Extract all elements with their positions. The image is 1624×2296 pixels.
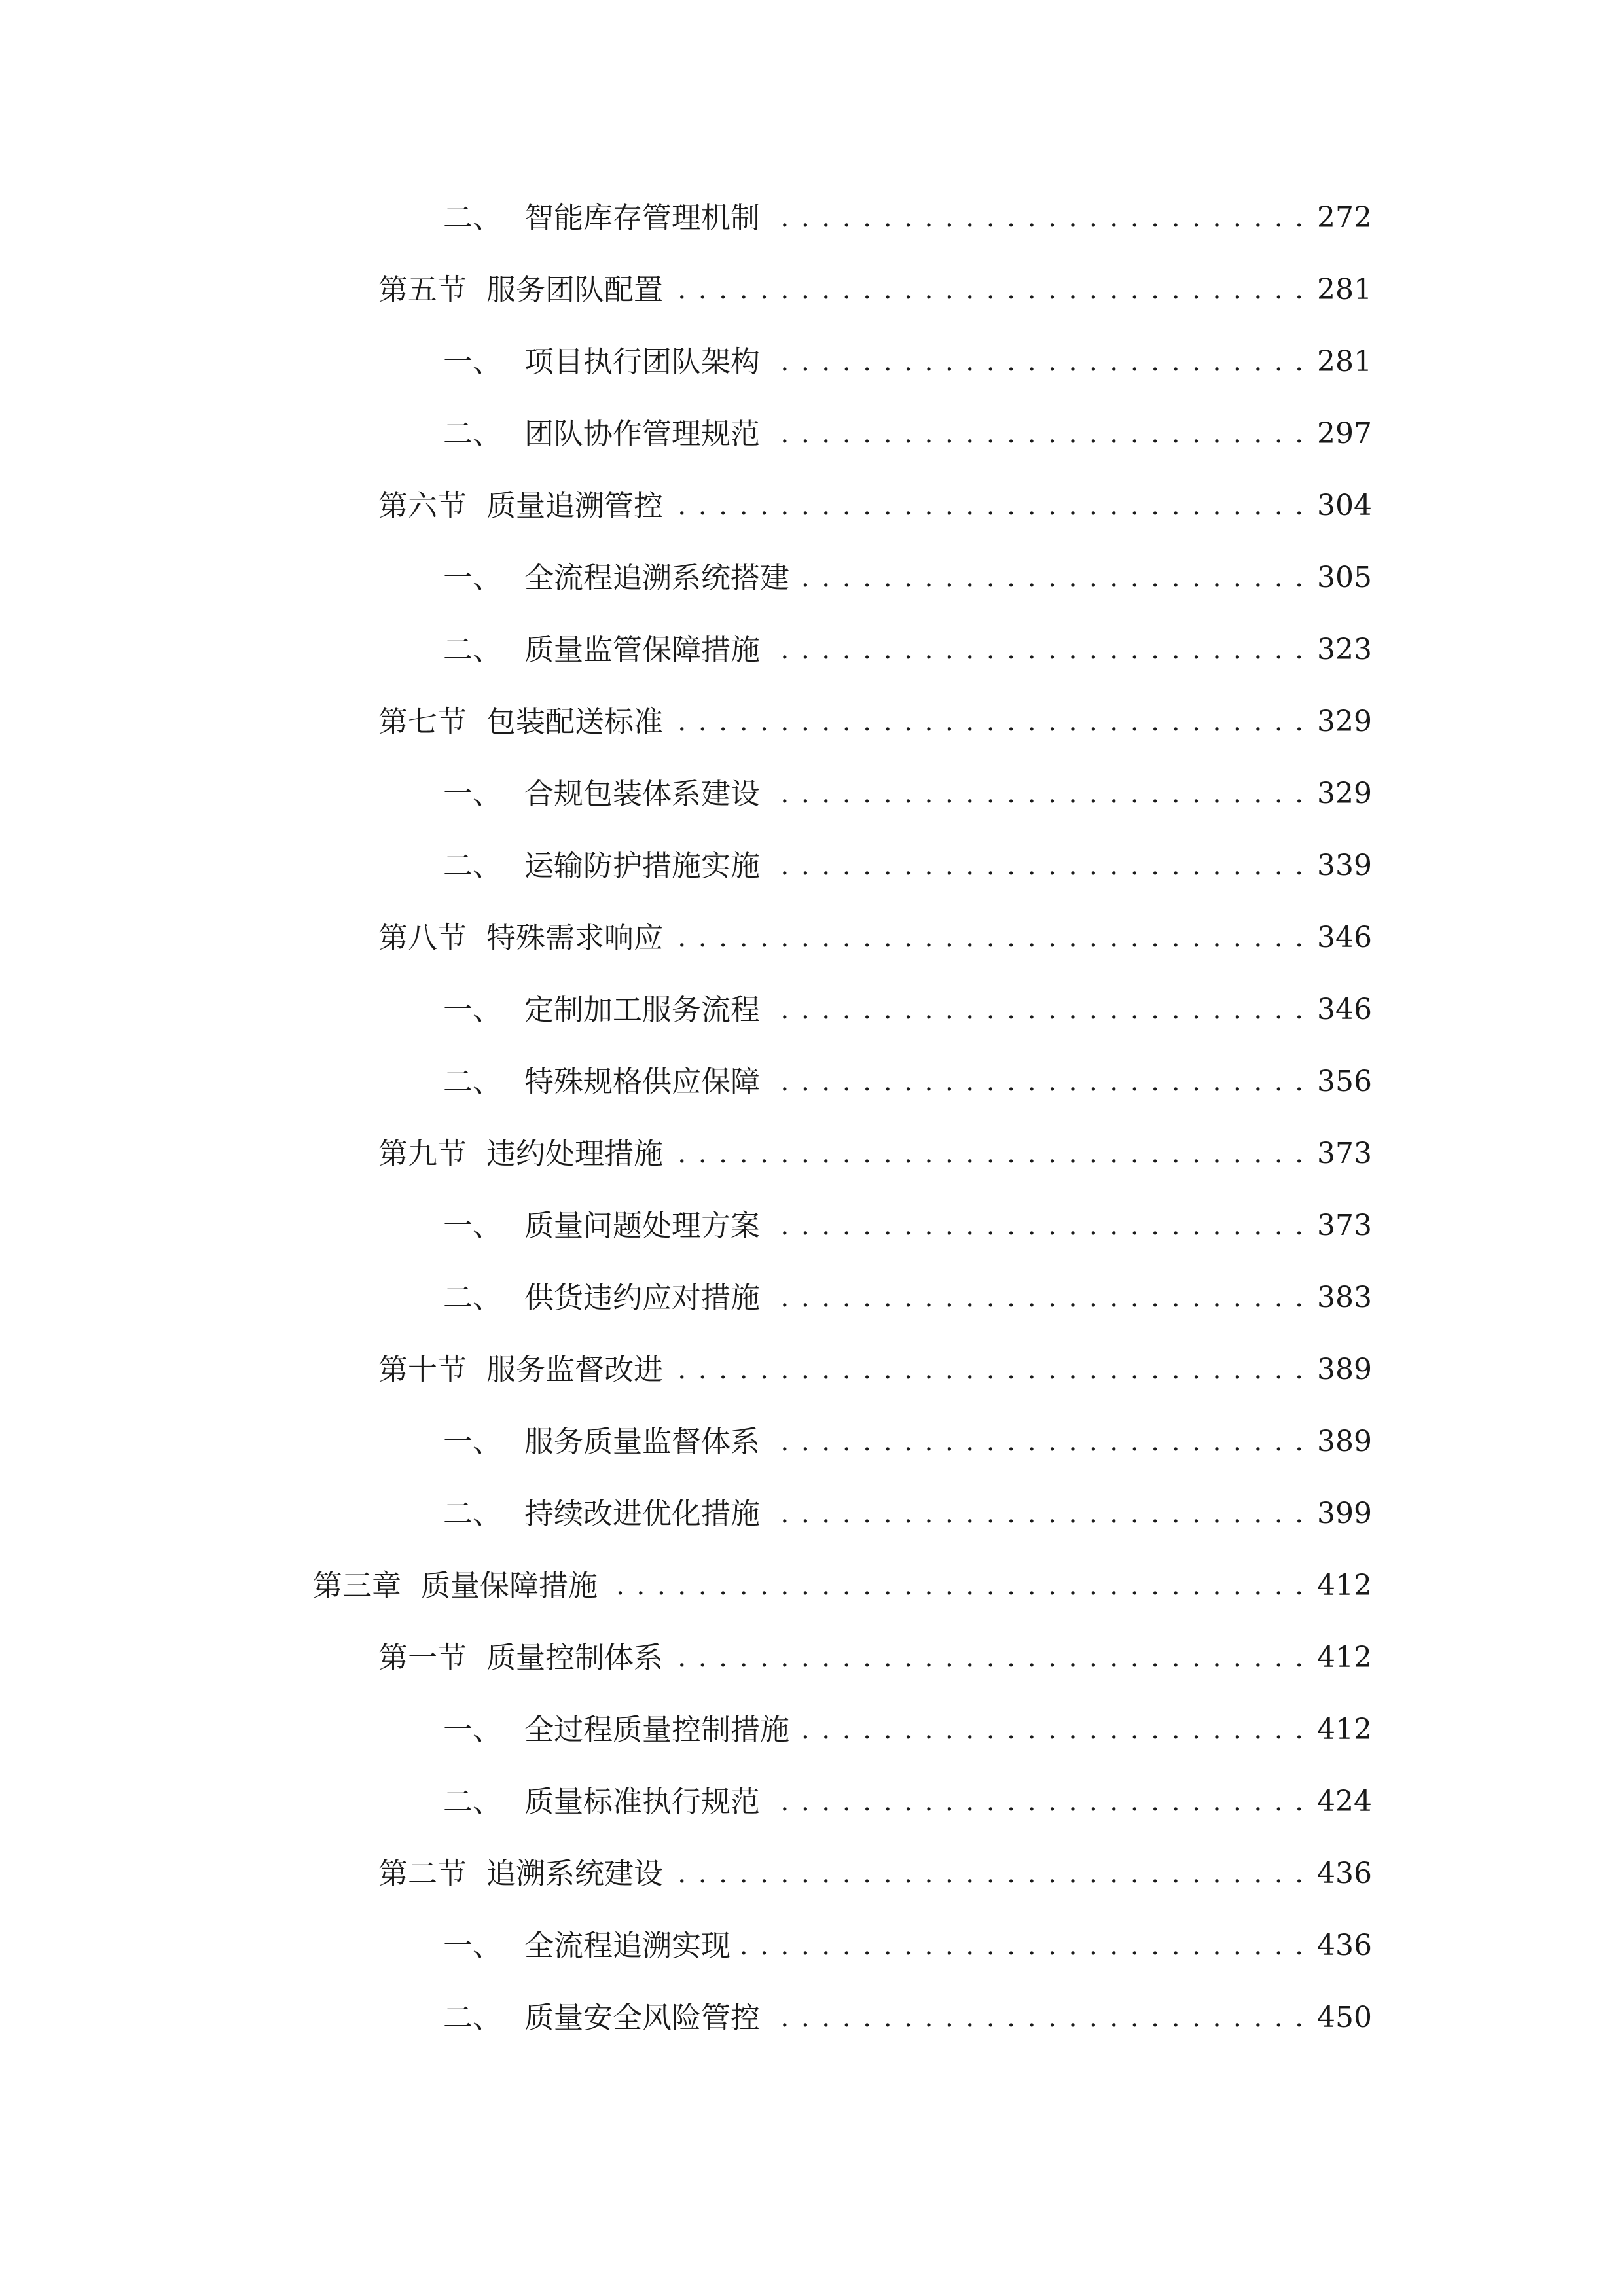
toc-entry-title: 质量安全风险管控 xyxy=(524,2000,761,2035)
toc-entry-number: 二、 xyxy=(443,200,503,235)
toc-entry-page: 297 xyxy=(1317,417,1372,450)
toc-entry[interactable] xyxy=(443,771,1372,817)
toc-entry-page: 412 xyxy=(1317,1713,1372,1746)
toc-entry-number: 二、 xyxy=(443,632,503,667)
toc-entry-title: 质量保障措施 xyxy=(421,1568,598,1603)
toc-entry[interactable] xyxy=(443,843,1372,889)
dot-leader xyxy=(769,1275,1305,1321)
toc-entry-title: 定制加工服务流程 xyxy=(524,992,761,1027)
toc-entry-number: 二、 xyxy=(443,1496,503,1531)
toc-entry[interactable] xyxy=(378,1347,1372,1393)
toc-entry-page: 450 xyxy=(1317,2001,1372,2034)
toc-entry-number: 二、 xyxy=(443,416,503,451)
toc-entry-title: 智能库存管理机制 xyxy=(524,200,761,235)
toc-entry-number: 第九节 xyxy=(378,1136,467,1171)
toc-entry[interactable] xyxy=(443,1779,1372,1825)
toc-entry[interactable] xyxy=(378,1131,1372,1177)
toc-entry[interactable] xyxy=(378,699,1372,745)
toc-entry-number: 一、 xyxy=(443,1424,503,1459)
toc-entry-number: 一、 xyxy=(443,1712,503,1747)
toc-entry[interactable] xyxy=(378,483,1372,529)
toc-entry-number: 一、 xyxy=(443,1928,503,1963)
toc-entry-page: 323 xyxy=(1317,633,1372,666)
toc-entry-page: 329 xyxy=(1317,777,1372,810)
toc-entry-title: 质量问题处理方案 xyxy=(524,1208,761,1243)
toc-entry[interactable] xyxy=(313,1563,1372,1609)
toc-entry-page: 356 xyxy=(1317,1065,1372,1098)
toc-entry[interactable] xyxy=(443,1275,1372,1321)
dot-leader xyxy=(769,627,1305,673)
toc-entry-title: 运输防护措施实施 xyxy=(524,848,761,883)
dot-leader xyxy=(769,1059,1305,1105)
dot-leader xyxy=(672,483,1305,529)
dot-leader xyxy=(769,987,1305,1033)
toc-entry-page: 373 xyxy=(1317,1209,1372,1242)
toc-entry-page: 436 xyxy=(1317,1929,1372,1962)
toc-entry-title: 质量追溯管控 xyxy=(486,488,664,523)
toc-entry-title: 全过程质量控制措施 xyxy=(524,1712,790,1747)
toc-entry-number: 第六节 xyxy=(378,488,467,523)
toc-entry-page: 389 xyxy=(1317,1425,1372,1458)
toc-entry-page: 373 xyxy=(1317,1137,1372,1170)
toc-entry-page: 383 xyxy=(1317,1281,1372,1314)
dot-leader xyxy=(672,1131,1305,1177)
dot-leader xyxy=(672,699,1305,745)
dot-leader xyxy=(672,1635,1305,1681)
toc-entry-title: 服务质量监督体系 xyxy=(524,1424,761,1459)
toc-entry[interactable] xyxy=(443,195,1372,241)
toc-entry-title: 团队协作管理规范 xyxy=(524,416,761,451)
toc-entry-number: 二、 xyxy=(443,1064,503,1099)
toc-entry-page: 281 xyxy=(1317,273,1372,306)
toc-entry[interactable] xyxy=(443,339,1372,385)
toc-entry-title: 持续改进优化措施 xyxy=(524,1496,761,1531)
toc-entry-title: 服务团队配置 xyxy=(486,272,664,307)
toc-entry-title: 包装配送标准 xyxy=(486,704,664,739)
dot-leader xyxy=(769,195,1305,241)
dot-leader xyxy=(769,411,1305,457)
toc-entry[interactable] xyxy=(443,1059,1372,1105)
toc-entry-page: 305 xyxy=(1317,561,1372,594)
toc-entry-title: 质量控制体系 xyxy=(486,1640,664,1675)
toc-entry-number: 二、 xyxy=(443,1784,503,1819)
dot-leader xyxy=(799,1707,1305,1753)
toc-entry-number: 第七节 xyxy=(378,704,467,739)
toc-entry[interactable] xyxy=(443,1203,1372,1249)
toc-entry-title: 追溯系统建设 xyxy=(486,1856,664,1891)
toc-entry-number: 二、 xyxy=(443,848,503,883)
dot-leader xyxy=(769,1203,1305,1249)
toc-entry[interactable] xyxy=(443,1707,1372,1753)
dot-leader xyxy=(672,915,1305,961)
toc-entry-title: 特殊规格供应保障 xyxy=(524,1064,761,1099)
toc-entry-page: 399 xyxy=(1317,1497,1372,1530)
toc-entry[interactable] xyxy=(378,267,1372,313)
dot-leader xyxy=(740,1923,1305,1969)
dot-leader xyxy=(769,1779,1305,1825)
toc-entry[interactable] xyxy=(443,1923,1372,1969)
dot-leader xyxy=(769,339,1305,385)
toc-entry[interactable] xyxy=(443,1419,1372,1465)
toc-entry[interactable] xyxy=(443,987,1372,1033)
toc-entry-number: 一、 xyxy=(443,560,503,595)
dot-leader xyxy=(769,1491,1305,1537)
toc-entry[interactable] xyxy=(443,1491,1372,1537)
dot-leader xyxy=(769,1419,1305,1465)
toc-entry-number: 一、 xyxy=(443,1208,503,1243)
toc-entry-title: 违约处理措施 xyxy=(486,1136,664,1171)
toc-entry-number: 第一节 xyxy=(378,1640,467,1675)
toc-entry-title: 全流程追溯系统搭建 xyxy=(524,560,790,595)
toc-entry-number: 第三章 xyxy=(313,1568,402,1603)
toc-entry-number: 第五节 xyxy=(378,272,467,307)
toc-entry-page: 346 xyxy=(1317,993,1372,1026)
dot-leader xyxy=(672,1851,1305,1897)
toc-entry-number: 二、 xyxy=(443,1280,503,1315)
toc-entry-title: 特殊需求响应 xyxy=(486,920,664,955)
toc-entry-number: 二、 xyxy=(443,2000,503,2035)
toc-entry-title: 质量监管保障措施 xyxy=(524,632,761,667)
toc-entry[interactable] xyxy=(378,915,1372,961)
toc-entry-page: 436 xyxy=(1317,1857,1372,1890)
toc-entry[interactable] xyxy=(443,627,1372,673)
toc-entry-title: 质量标准执行规范 xyxy=(524,1784,761,1819)
toc-entry-title: 服务监督改进 xyxy=(486,1352,664,1387)
dot-leader xyxy=(799,555,1305,601)
toc-entry[interactable] xyxy=(378,1635,1372,1681)
dot-leader xyxy=(769,771,1305,817)
toc-entry-page: 412 xyxy=(1317,1641,1372,1674)
toc-entry[interactable] xyxy=(443,555,1372,601)
toc-entry-number: 一、 xyxy=(443,776,503,811)
dot-leader xyxy=(769,843,1305,889)
toc-entry-page: 412 xyxy=(1317,1569,1372,1602)
dot-leader xyxy=(769,1995,1305,2041)
toc-entry-number: 第十节 xyxy=(378,1352,467,1387)
toc-entry-title: 供货违约应对措施 xyxy=(524,1280,761,1315)
toc-entry-number: 一、 xyxy=(443,344,503,379)
toc-entry[interactable] xyxy=(378,1851,1372,1897)
toc-entry-page: 346 xyxy=(1317,921,1372,954)
toc-entry-page: 424 xyxy=(1317,1785,1372,1818)
toc-entry-page: 389 xyxy=(1317,1353,1372,1386)
toc-entry-number: 一、 xyxy=(443,992,503,1027)
dot-leader xyxy=(672,267,1305,313)
toc-entry-page: 281 xyxy=(1317,345,1372,378)
toc-entry-page: 272 xyxy=(1317,201,1372,234)
toc-entry-page: 329 xyxy=(1317,705,1372,738)
toc-entry-page: 304 xyxy=(1317,489,1372,522)
toc-entry-title: 全流程追溯实现 xyxy=(524,1928,731,1963)
toc-entry-page: 339 xyxy=(1317,849,1372,882)
toc-entry-title: 合规包装体系建设 xyxy=(524,776,761,811)
toc-entry[interactable] xyxy=(443,411,1372,457)
toc-entry-number: 第二节 xyxy=(378,1856,467,1891)
dot-leader xyxy=(607,1563,1305,1609)
dot-leader xyxy=(672,1347,1305,1393)
toc-entry-number: 第八节 xyxy=(378,920,467,955)
toc-entry[interactable] xyxy=(443,1995,1372,2041)
toc-entry-title: 项目执行团队架构 xyxy=(524,344,761,379)
